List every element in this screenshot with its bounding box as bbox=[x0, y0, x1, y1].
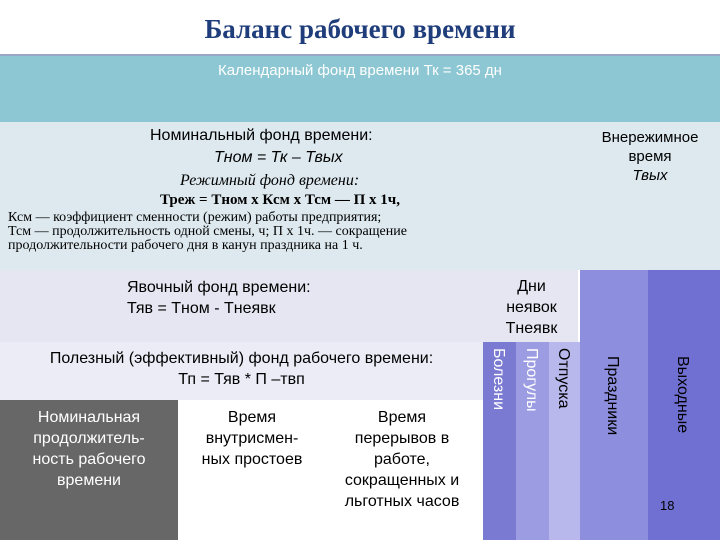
regime-note-shift-duration: Тсм — продолжительность одной смены, ч; П х 1ч. — сокращение bbox=[8, 224, 407, 239]
regime-fund-formula: Треж = Тном х Ксм х Тсм — П х 1ч, bbox=[160, 192, 400, 208]
sick-leave-column bbox=[483, 342, 516, 540]
truancy-label: Прогулы bbox=[523, 348, 540, 412]
regime-fund-label: Режимный фонд времени: bbox=[180, 172, 360, 189]
page-title: Баланс рабочего времени bbox=[204, 14, 516, 44]
holidays-label: Праздники bbox=[604, 356, 621, 436]
intrashift-downtime-label: Время внутрисмен- ных простоев bbox=[201, 409, 303, 468]
non-regime-time-label: Внережимное время Твых bbox=[601, 129, 699, 184]
holidays-column bbox=[580, 270, 648, 540]
nominal-fund-formula: Тном = Тк – Твых bbox=[214, 149, 343, 166]
nominal-fund-label: Номинальный фонд времени: bbox=[150, 127, 373, 144]
work-breaks-label: Время перерывов в работе, сокращенных и льготных часов bbox=[344, 409, 460, 510]
regime-note-holiday-reduction: продолжительности рабочего дня в канун праздника на 1 ч. bbox=[8, 238, 363, 253]
truancy-column bbox=[516, 342, 549, 540]
attendance-fund-label: Явочный фонд времени: Тяв = Тном - Тнеявк bbox=[127, 279, 311, 317]
useful-fund-label: Полезный (эффективный) фонд рабочего времени: Тп = Тяв * П –твп bbox=[49, 350, 434, 388]
absence-days-label: Дни неявок Тнеявк bbox=[505, 278, 558, 337]
nominal-workday-duration-label: Номинальная продолжитель- ность рабочего времени bbox=[32, 409, 146, 489]
vacation-column bbox=[549, 342, 580, 540]
page-number: 18 bbox=[660, 498, 675, 513]
vacation-label: Отпуска bbox=[555, 348, 572, 409]
regime-note-shift-coefficient: Ксм — коэффициент сменности (режим) работы предприятия; bbox=[8, 210, 382, 225]
calendar-fund-label: Календарный фонд времени Тк = 365 дн bbox=[218, 62, 502, 79]
sick-leave-label: Болезни bbox=[490, 348, 507, 411]
weekends-label: Выходные bbox=[674, 356, 691, 434]
weekends-column bbox=[648, 270, 720, 540]
